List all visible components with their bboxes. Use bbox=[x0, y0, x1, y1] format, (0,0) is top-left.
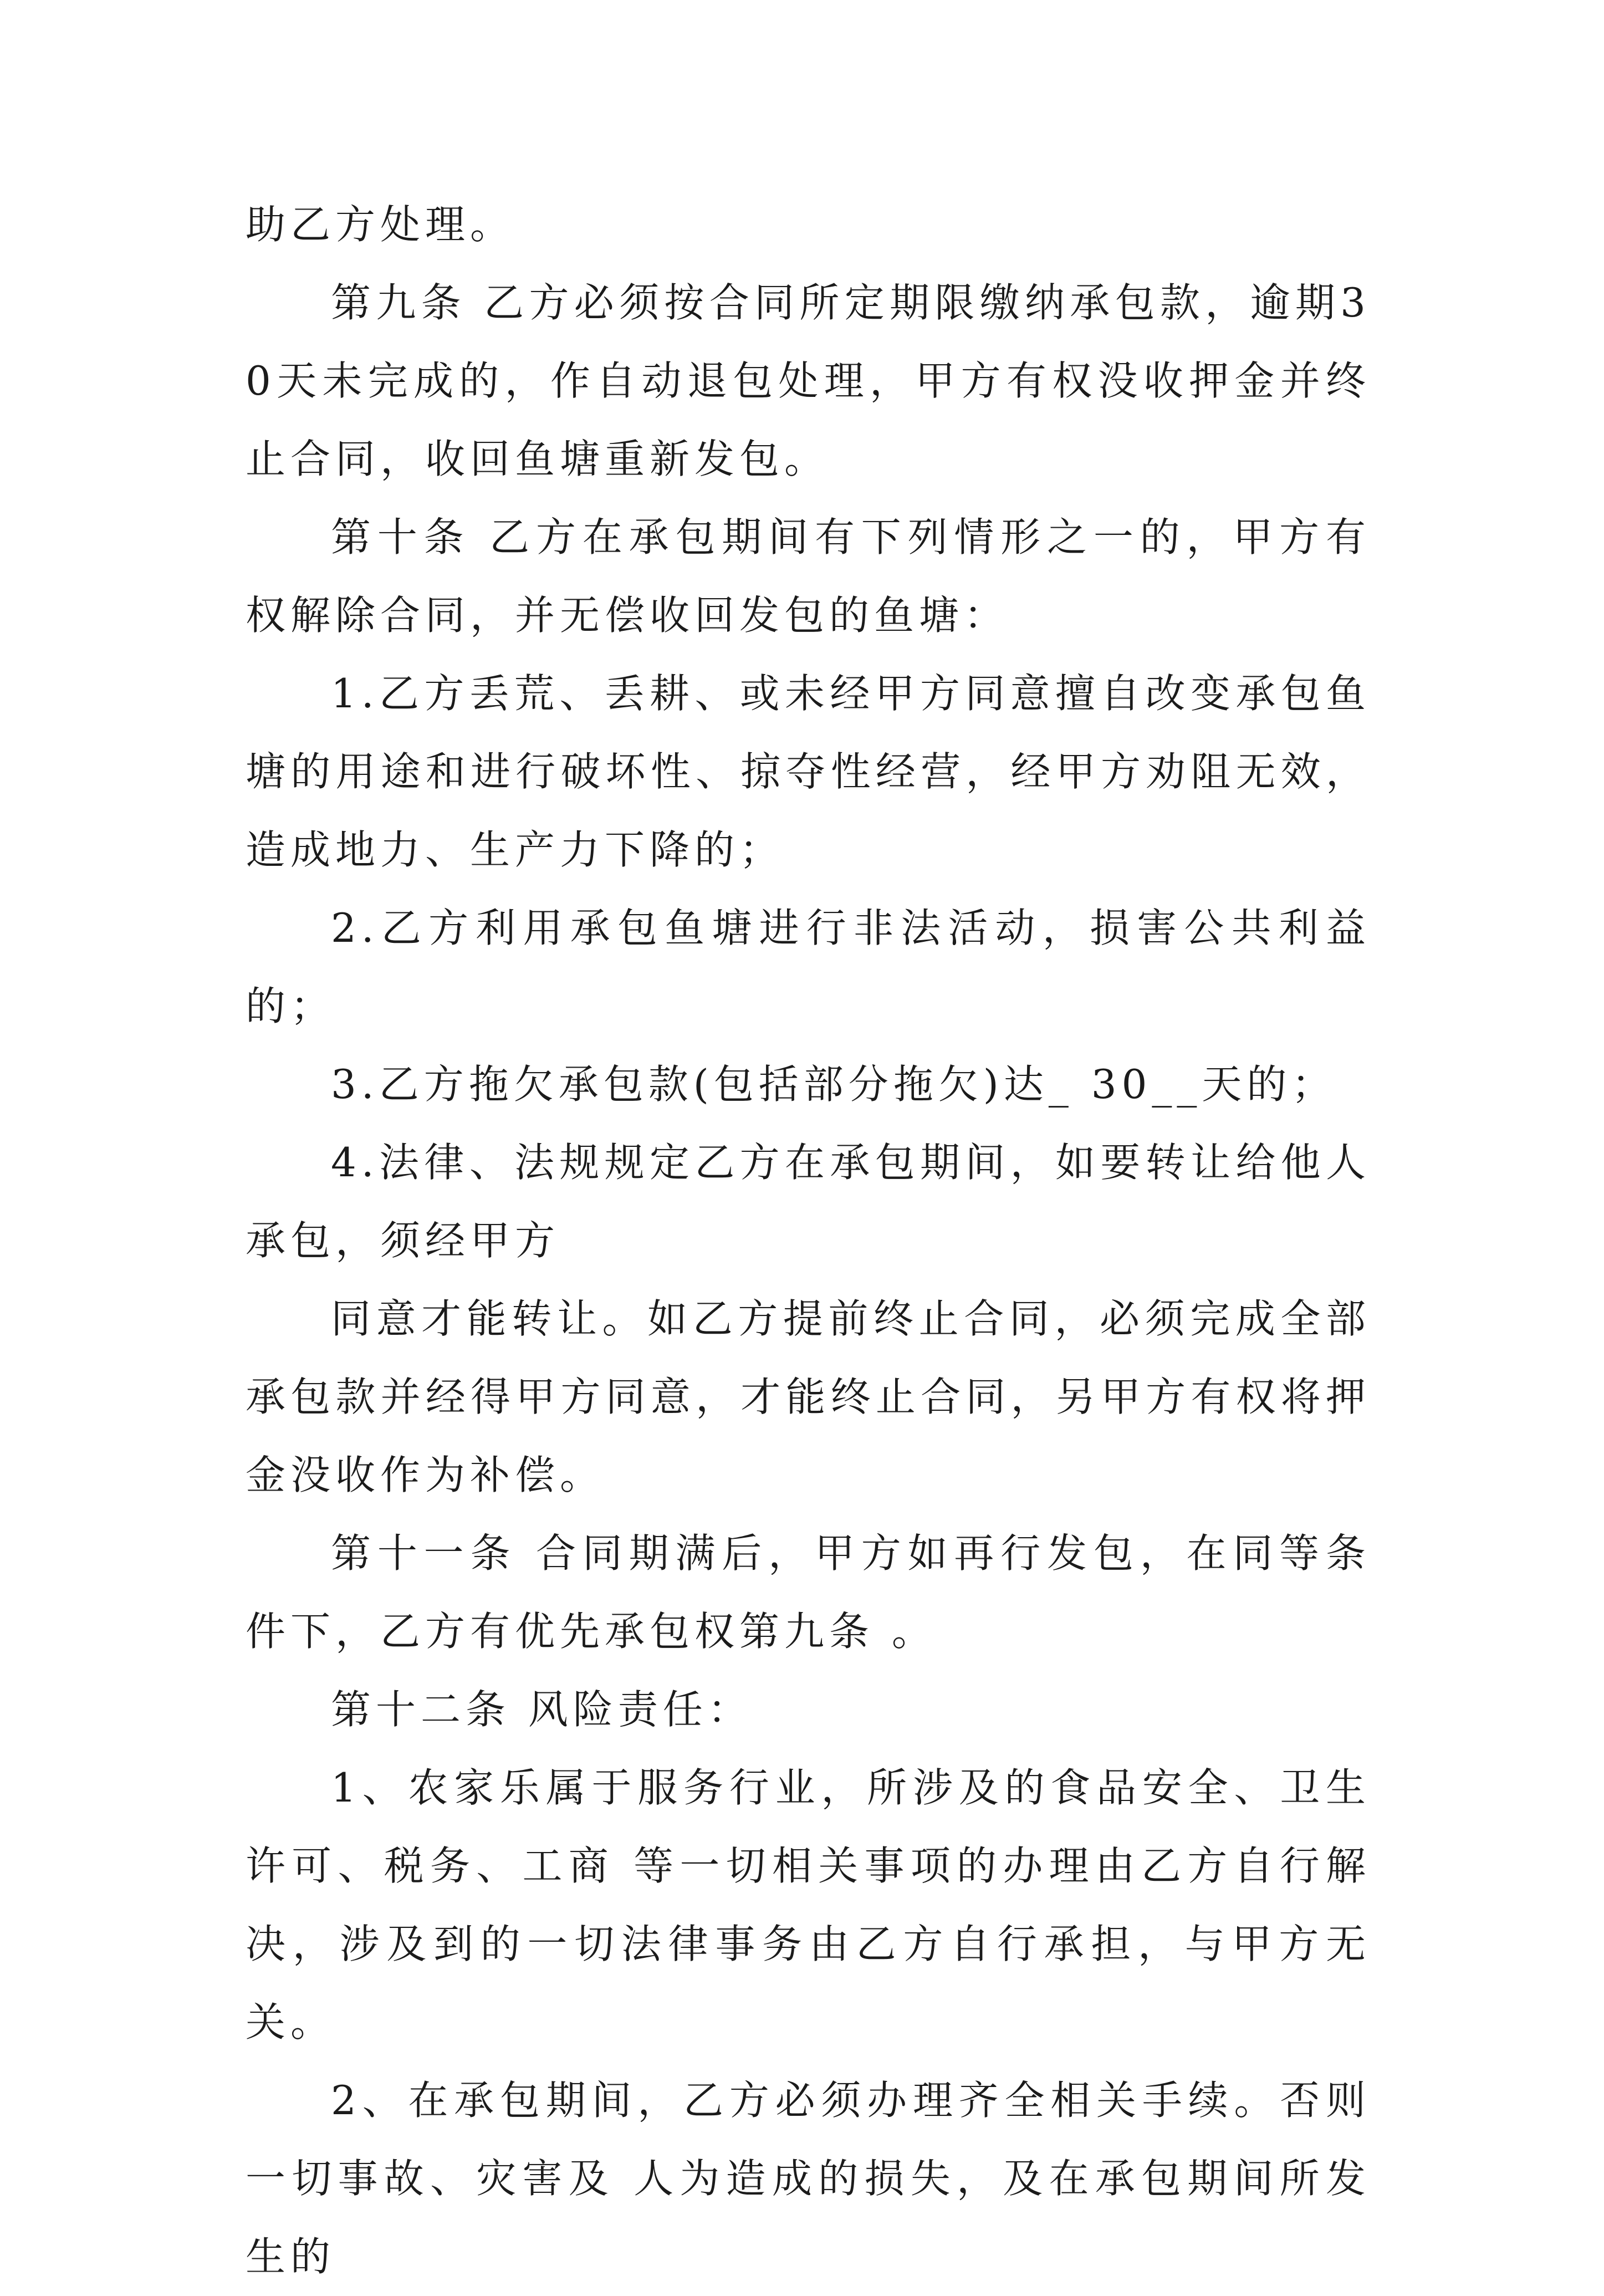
paragraph-transfer-terms: 同意才能转让。如乙方提前终止合同，必须完成全部承包款并经得甲方同意，才能终止合同，另甲方有权将押金没收作为补偿。 bbox=[246, 1295, 1371, 1498]
paragraph-risk-2: 2、在承包期间，乙方必须办理齐全相关手续。否则一切事故、灾害及 人为造成的损失，及在承包期间所发生的 bbox=[246, 2077, 1371, 2280]
paragraph-item-4: 4.法律、法规规定乙方在承包期间，如要转让给他人承包，须经甲方 bbox=[246, 1139, 1371, 1264]
paragraph-article-10: 第十条 乙方在承包期间有下列情形之一的，甲方有权解除合同，并无偿收回发包的鱼塘： bbox=[246, 514, 1371, 639]
paragraph-article-9: 第九条 乙方必须按合同所定期限缴纳承包款，逾期30天未完成的，作自动退包处理，甲方有权没收押金并终止合同，收回鱼塘重新发包。 bbox=[246, 279, 1371, 482]
paragraph-article-12: 第十二条 风险责任： bbox=[331, 1686, 753, 1733]
paragraph-item-1: 1.乙方丢荒、丢耕、或未经甲方同意擅自改变承包鱼塘的用途和进行破坏性、掠夺性经营，经甲方劝阻无效，造成地力、生产力下降的； bbox=[246, 670, 1371, 873]
paragraph-article-11: 第十一条 合同期满后，甲方如再行发包，在同等条件下，乙方有优先承包权第九条 。 bbox=[246, 1530, 1371, 1655]
paragraph-item-2: 2.乙方利用承包鱼塘进行非法活动，损害公共利益的； bbox=[246, 905, 1371, 1029]
paragraph-continuation: 助乙方处理。 bbox=[246, 201, 515, 248]
paragraph-risk-1: 1、农家乐属于服务行业，所涉及的食品安全、卫生许可、税务、工商 等一切相关事项的办理由乙方自行解决，涉及到的一切法律事务由乙方自行承担，与甲方无关。 bbox=[246, 1764, 1371, 2045]
contract-text bbox=[246, 186, 1371, 2296]
paragraph-item-3: 3.乙方拖欠承包款(包括部分拖欠)达_ 30__天的； bbox=[331, 1061, 1337, 1108]
